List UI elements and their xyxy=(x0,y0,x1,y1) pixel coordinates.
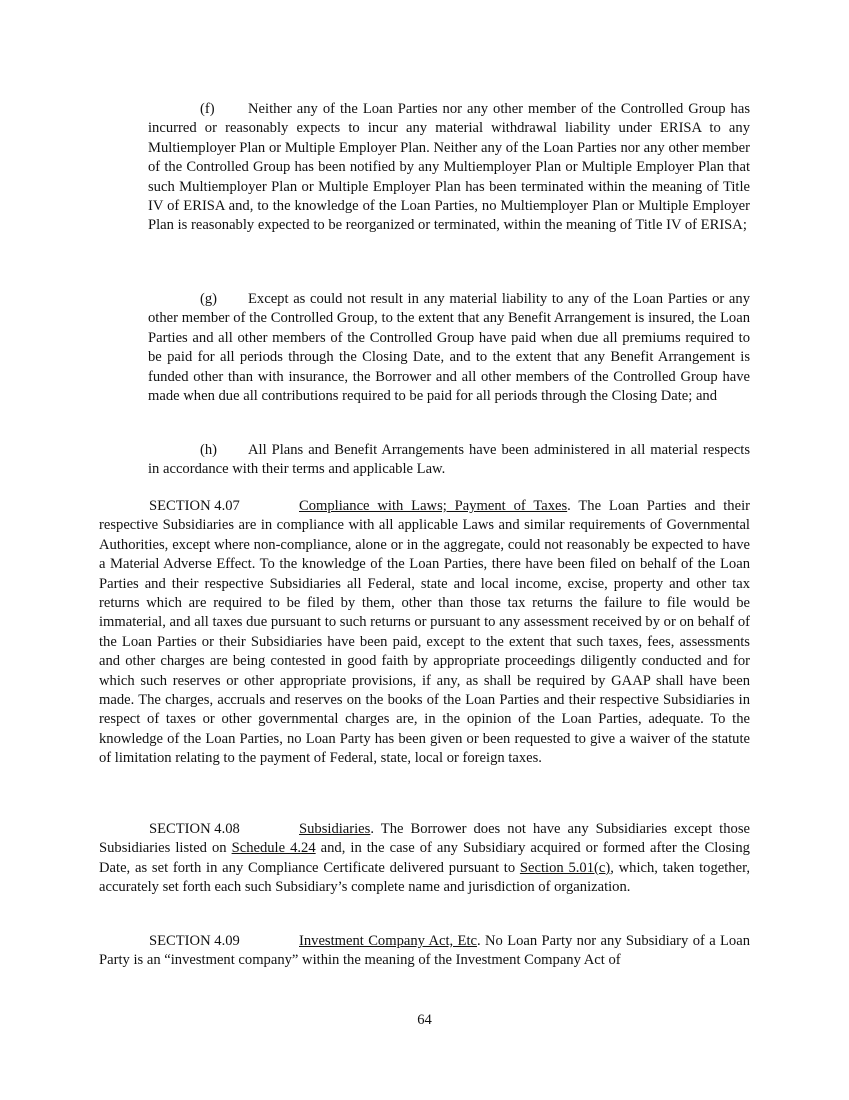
item-text-h: All Plans and Benefit Arrangements have been administered in all material respects in accordance with their terms and applicable Law. xyxy=(148,442,750,478)
section-4-09 xyxy=(99,932,750,971)
section-4-08 xyxy=(99,820,750,898)
item-label-h: (h) xyxy=(200,442,218,458)
section-number: SECTION 4.08 xyxy=(149,821,240,837)
section-body: and, in the case of any Subsidiary acquired or formed after the Closing Date, as set forth in any Compliance Certificate delivered pursuant to xyxy=(99,840,750,876)
section-reference: Section 5.01(c) xyxy=(519,859,611,876)
section-body: , which, taken together, accurately set forth each such Subsidiary’s complete name and jurisdiction of organization. xyxy=(99,859,750,896)
section-4-07 xyxy=(99,497,750,769)
item-text-f: Neither any of the Loan Parties nor any other member of the Controlled Group has incurred or reasonably expects to incur any material withdrawal liability under ERISA to any Multiemployer Plan or Multiple Employer Plan. Neither any of the Loan Parties nor any other member of the Controlled Group has been notified by any Multiemployer Plan or Multiple Employer Plan that such Multiemployer Plan or Multiple Employer Plan has been terminated within the meaning of Title IV of ERISA and, to the knowledge of the Loan Parties, no Multiemployer Plan or Multiple Employer Plan is reasonably expected to be reorganized or terminated, within the meaning of Title IV of ERISA; xyxy=(148,101,750,234)
item-label-g: (g) xyxy=(200,291,218,307)
paragraph-g xyxy=(148,290,750,406)
item-label-f: (f) xyxy=(200,101,215,117)
section-body: . The Loan Parties and their respective Subsidiaries are in compliance with all applicable Laws and similar requirements of Governmental Authorities, except where non-compliance, alone or in the aggregate, could not reasonably be expected to have a Material Adverse Effect. To the knowledge of the Loan Parties, there have been filed on behalf of the Loan Parties and their respective Subsidiaries all Federal, state and local income, excise, property and other tax returns which are required to be filed by them, other than those tax returns the failure to file would be immaterial, and all taxes due pursuant to such returns or pursuant to any assessment received by or on behalf of the Loan Parties or their Subsidiaries have been paid, except to the extent that such taxes, fees, assessments and other charges are being contested in good faith by appropriate proceedings diligently conducted and for which such reserves or other appropriate provisions, if any, as shall be required by GAAP shall have been made. The charges, accruals and reserves on the books of the Loan Parties and their respective Subsidiaries in respect of taxes or other governmental charges are, in the opinion of the Loan Parties, adequate. To the knowledge of the Loan Parties, no Loan Party has been given or been requested to give a waiver of the statute of limitation relating to the payment of Federal, state, local or foreign taxes. xyxy=(99,498,750,767)
section-number: SECTION 4.07 xyxy=(149,498,240,514)
item-text-g: Except as could not result in any material liability to any of the Loan Parties or any other member of the Controlled Group, to the extent that any Benefit Arrangement is insured, the Loan Parties and all other members of the Controlled Group have paid when due all premiums required to be paid for all periods through the Closing Date, and to the extent that any Benefit Arrangement is funded other than with insurance, the Borrower and all other members of the Controlled Group have made when due all contributions required to be paid for all periods through the Closing Date; and xyxy=(148,291,750,405)
section-body: . The Borrower does not have any Subsidiaries except those Subsidiaries listed on xyxy=(99,821,750,857)
paragraph-h xyxy=(148,441,750,480)
section-heading: Compliance with Laws; Payment of Taxes xyxy=(299,498,568,514)
paragraph-f xyxy=(148,100,750,236)
schedule-reference: Schedule 4.24 xyxy=(231,840,316,857)
section-heading: Investment Company Act, Etc xyxy=(299,933,478,949)
page-number: 64 xyxy=(417,1012,432,1028)
section-heading: Subsidiaries xyxy=(299,821,371,837)
section-number: SECTION 4.09 xyxy=(149,933,240,949)
section-body: . No Loan Party nor any Subsidiary of a Loan Party is an “investment company” within the meaning of the Investment Company Act of xyxy=(99,933,751,969)
